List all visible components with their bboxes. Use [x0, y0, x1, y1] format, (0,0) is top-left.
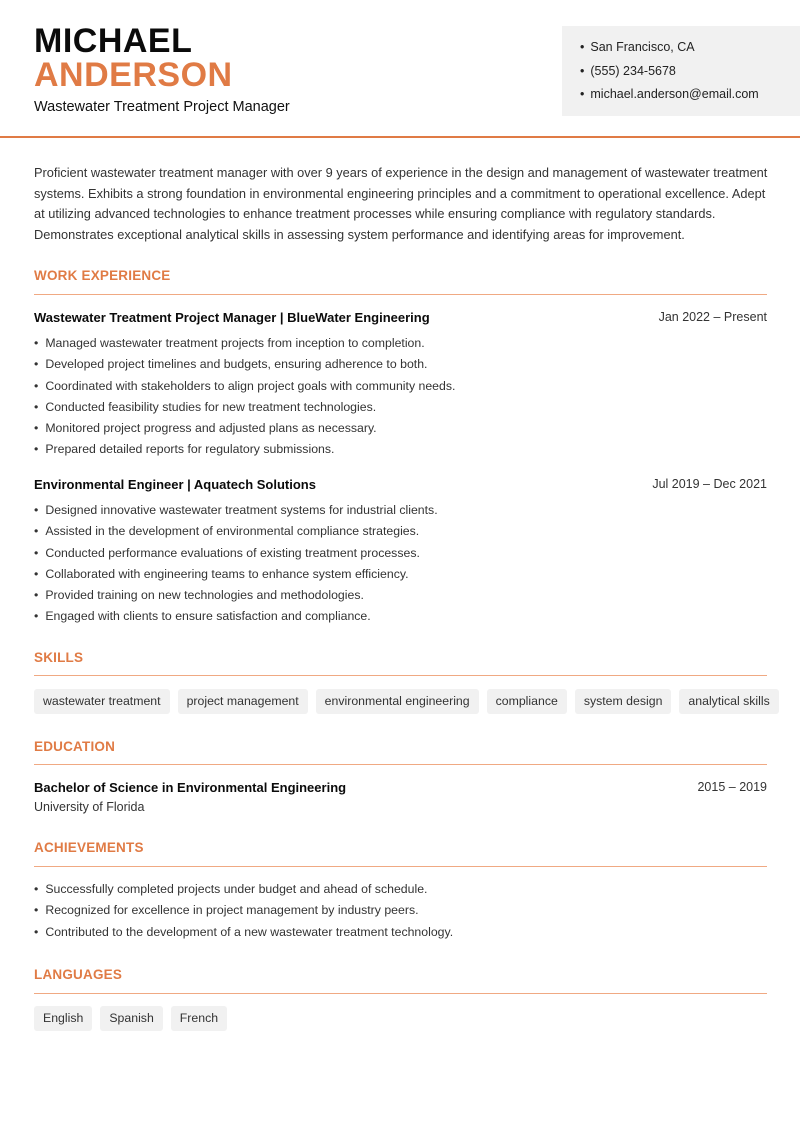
contact-box: [562, 26, 800, 116]
list-item: • Collaborated with engineering teams to enhance system efficiency.: [34, 565, 438, 586]
list-item: • Engaged with clients to ensure satisfaction and compliance.: [34, 607, 438, 628]
language-chip: Spanish: [100, 1006, 162, 1031]
list-item: • Managed wastewater treatment projects from inception to completion.: [34, 334, 455, 355]
resume-header: [0, 0, 800, 138]
list-item: • Contributed to the development of a new wastewater treatment technology.: [34, 923, 453, 944]
section-title-achievements: ACHIEVEMENTS: [34, 840, 144, 855]
skill-chip: compliance: [487, 689, 567, 714]
school: University of Florida: [34, 800, 145, 814]
section-title-work: WORK EXPERIENCE: [34, 268, 171, 283]
contact-phone: • (555) 234-5678: [580, 62, 759, 86]
first-name: MICHAEL: [34, 22, 193, 60]
list-item: • Provided training on new technologies and methodologies.: [34, 586, 438, 607]
job-bullets: [34, 334, 455, 462]
list-item: • Developed project timelines and budgets, ensuring adherence to both.: [34, 355, 455, 376]
education-dates: 2015 – 2019: [697, 780, 767, 794]
job-title: Wastewater Treatment Project Manager: [34, 99, 290, 115]
languages-list: [34, 1006, 227, 1031]
job-dates: Jul 2019 – Dec 2021: [652, 477, 767, 491]
list-item: • Successfully completed projects under budget and ahead of schedule.: [34, 880, 453, 901]
list-item: • Prepared detailed reports for regulatory submissions.: [34, 440, 455, 461]
skill-chip: system design: [575, 689, 672, 714]
job-heading: Environmental Engineer | Aquatech Solutions: [34, 477, 316, 492]
job-heading: Wastewater Treatment Project Manager | BlueWater Engineering: [34, 310, 430, 325]
last-name: ANDERSON: [34, 56, 233, 94]
section-divider: [34, 294, 767, 295]
skill-chip: project management: [178, 689, 308, 714]
language-chip: English: [34, 1006, 92, 1031]
section-title-skills: SKILLS: [34, 650, 84, 665]
degree: Bachelor of Science in Environmental Engineering: [34, 780, 347, 795]
section-title-languages: LANGUAGES: [34, 967, 123, 982]
section-divider: [34, 993, 767, 994]
list-item: • Assisted in the development of environmental compliance strategies.: [34, 522, 438, 543]
contact-list: [580, 38, 759, 109]
section-title-education: EDUCATION: [34, 739, 116, 754]
section-divider: [34, 866, 767, 867]
skill-chip: analytical skills: [679, 689, 778, 714]
skill-chip: environmental engineering: [316, 689, 479, 714]
skill-chip: wastewater treatment: [34, 689, 170, 714]
contact-location: • San Francisco, CA: [580, 38, 759, 62]
job-dates: Jan 2022 – Present: [658, 310, 767, 324]
skills-list: [34, 689, 779, 714]
section-divider: [34, 764, 767, 765]
section-divider: [34, 675, 767, 676]
list-item: • Designed innovative wastewater treatment systems for industrial clients.: [34, 501, 438, 522]
list-item: • Conducted performance evaluations of existing treatment processes.: [34, 544, 438, 565]
list-item: • Coordinated with stakeholders to align project goals with community needs.: [34, 377, 455, 398]
contact-email: • michael.anderson@email.com: [580, 85, 759, 109]
job-bullets: [34, 501, 438, 629]
list-item: • Conducted feasibility studies for new treatment technologies.: [34, 398, 455, 419]
language-chip: French: [171, 1006, 227, 1031]
achievements-list: [34, 880, 453, 944]
list-item: • Monitored project progress and adjusted plans as necessary.: [34, 419, 455, 440]
summary: Proficient wastewater treatment manager with over 9 years of experience in the design and management of wastewater treatment systems. Exhibits a strong foundation in environmental engineering principles and a commitment to operational excellence. Adept at utilizing advanced technologies to enhance treatment processes while ensuring compliance with regulatory standards. Demonstrates exceptional analytical skills in assessing system performance and identifying areas for improvement.: [34, 165, 768, 242]
list-item: • Recognized for excellence in project management by industry peers.: [34, 901, 453, 922]
